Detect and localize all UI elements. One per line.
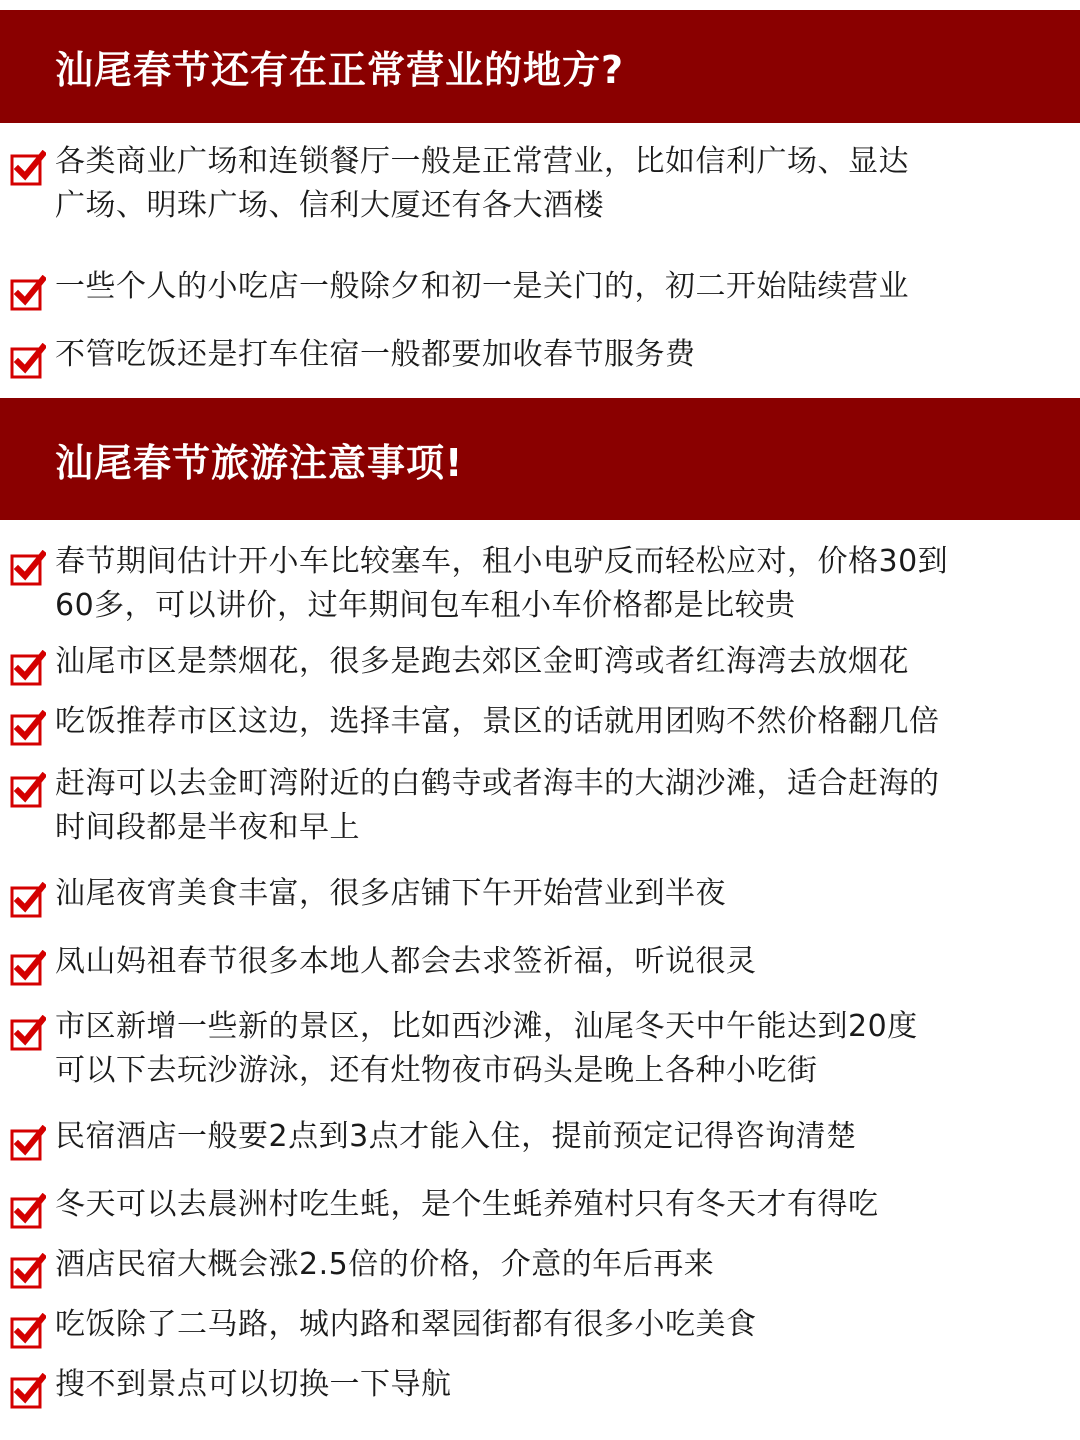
list-item-text: 冬天可以去晨洲村吃生蚝，是个生蚝养殖村只有冬天才有得吃 [55, 1187, 879, 1222]
list-item-text: 酒店民宿大概会涨2.5倍的价格，介意的年后再来 [55, 1247, 715, 1282]
list-item-text: 搜不到景点可以切换一下导航 [55, 1367, 452, 1402]
list-item-text: 民宿酒店一般要2点到3点才能入住，提前预定记得咨询清楚 [55, 1119, 857, 1154]
check-box-icon [10, 1193, 46, 1229]
check-box-icon [10, 150, 46, 186]
check-box-icon [10, 950, 46, 986]
check-box-icon [10, 882, 46, 918]
check-box-icon [10, 343, 46, 379]
check-box-icon [10, 1015, 46, 1051]
list-item-text: 一些个人的小吃店一般除夕和初一是关门的，初二开始陆续营业 [55, 269, 909, 304]
section-header-business [0, 10, 1080, 123]
list-item-text: 春节期间估计开小车比较塞车，租小电驴反而轻松应对，价格30到 60多，可以讲价，过年期间包车租小车价格都是比较贵 [55, 544, 949, 623]
check-box-icon [10, 1313, 46, 1349]
check-box-icon [10, 275, 46, 311]
list-item-text: 市区新增一些新的景区，比如西沙滩，汕尾冬天中午能达到20度 可以下去玩沙游泳，还有灶物夜市码头是晚上各种小吃街 [55, 1009, 918, 1088]
check-box-icon [10, 550, 46, 586]
list-item-text: 吃饭除了二马路，城内路和翠园街都有很多小吃美食 [55, 1307, 757, 1342]
list-item-text: 不管吃饭还是打车住宿一般都要加收春节服务费 [55, 337, 696, 372]
check-box-icon [10, 1253, 46, 1289]
section-title: 汕尾春节旅游注意事项! [55, 440, 464, 485]
check-box-icon [10, 650, 46, 686]
section-header-tips [0, 398, 1080, 520]
list-item-text: 各类商业广场和连锁餐厅一般是正常营业，比如信利广场、显达 广场、明珠广场、信利大厦还有各大酒楼 [55, 144, 909, 223]
check-box-icon [10, 710, 46, 746]
section-title: 汕尾春节还有在正常营业的地方? [55, 48, 625, 92]
list-item-text: 凤山妈祖春节很多本地人都会去求签祈福，听说很灵 [55, 944, 757, 979]
check-box-icon [10, 772, 46, 808]
list-item-text: 吃饭推荐市区这边，选择丰富，景区的话就用团购不然价格翻几倍 [55, 704, 940, 739]
check-box-icon [10, 1125, 46, 1161]
check-box-icon [10, 1373, 46, 1409]
list-item-text: 汕尾市区是禁烟花，很多是跑去郊区金町湾或者红海湾去放烟花 [55, 644, 909, 679]
list-item-text: 汕尾夜宵美食丰富，很多店铺下午开始营业到半夜 [55, 876, 726, 911]
list-item-text: 赶海可以去金町湾附近的白鹤寺或者海丰的大湖沙滩，适合赶海的 时间段都是半夜和早上 [55, 766, 940, 845]
